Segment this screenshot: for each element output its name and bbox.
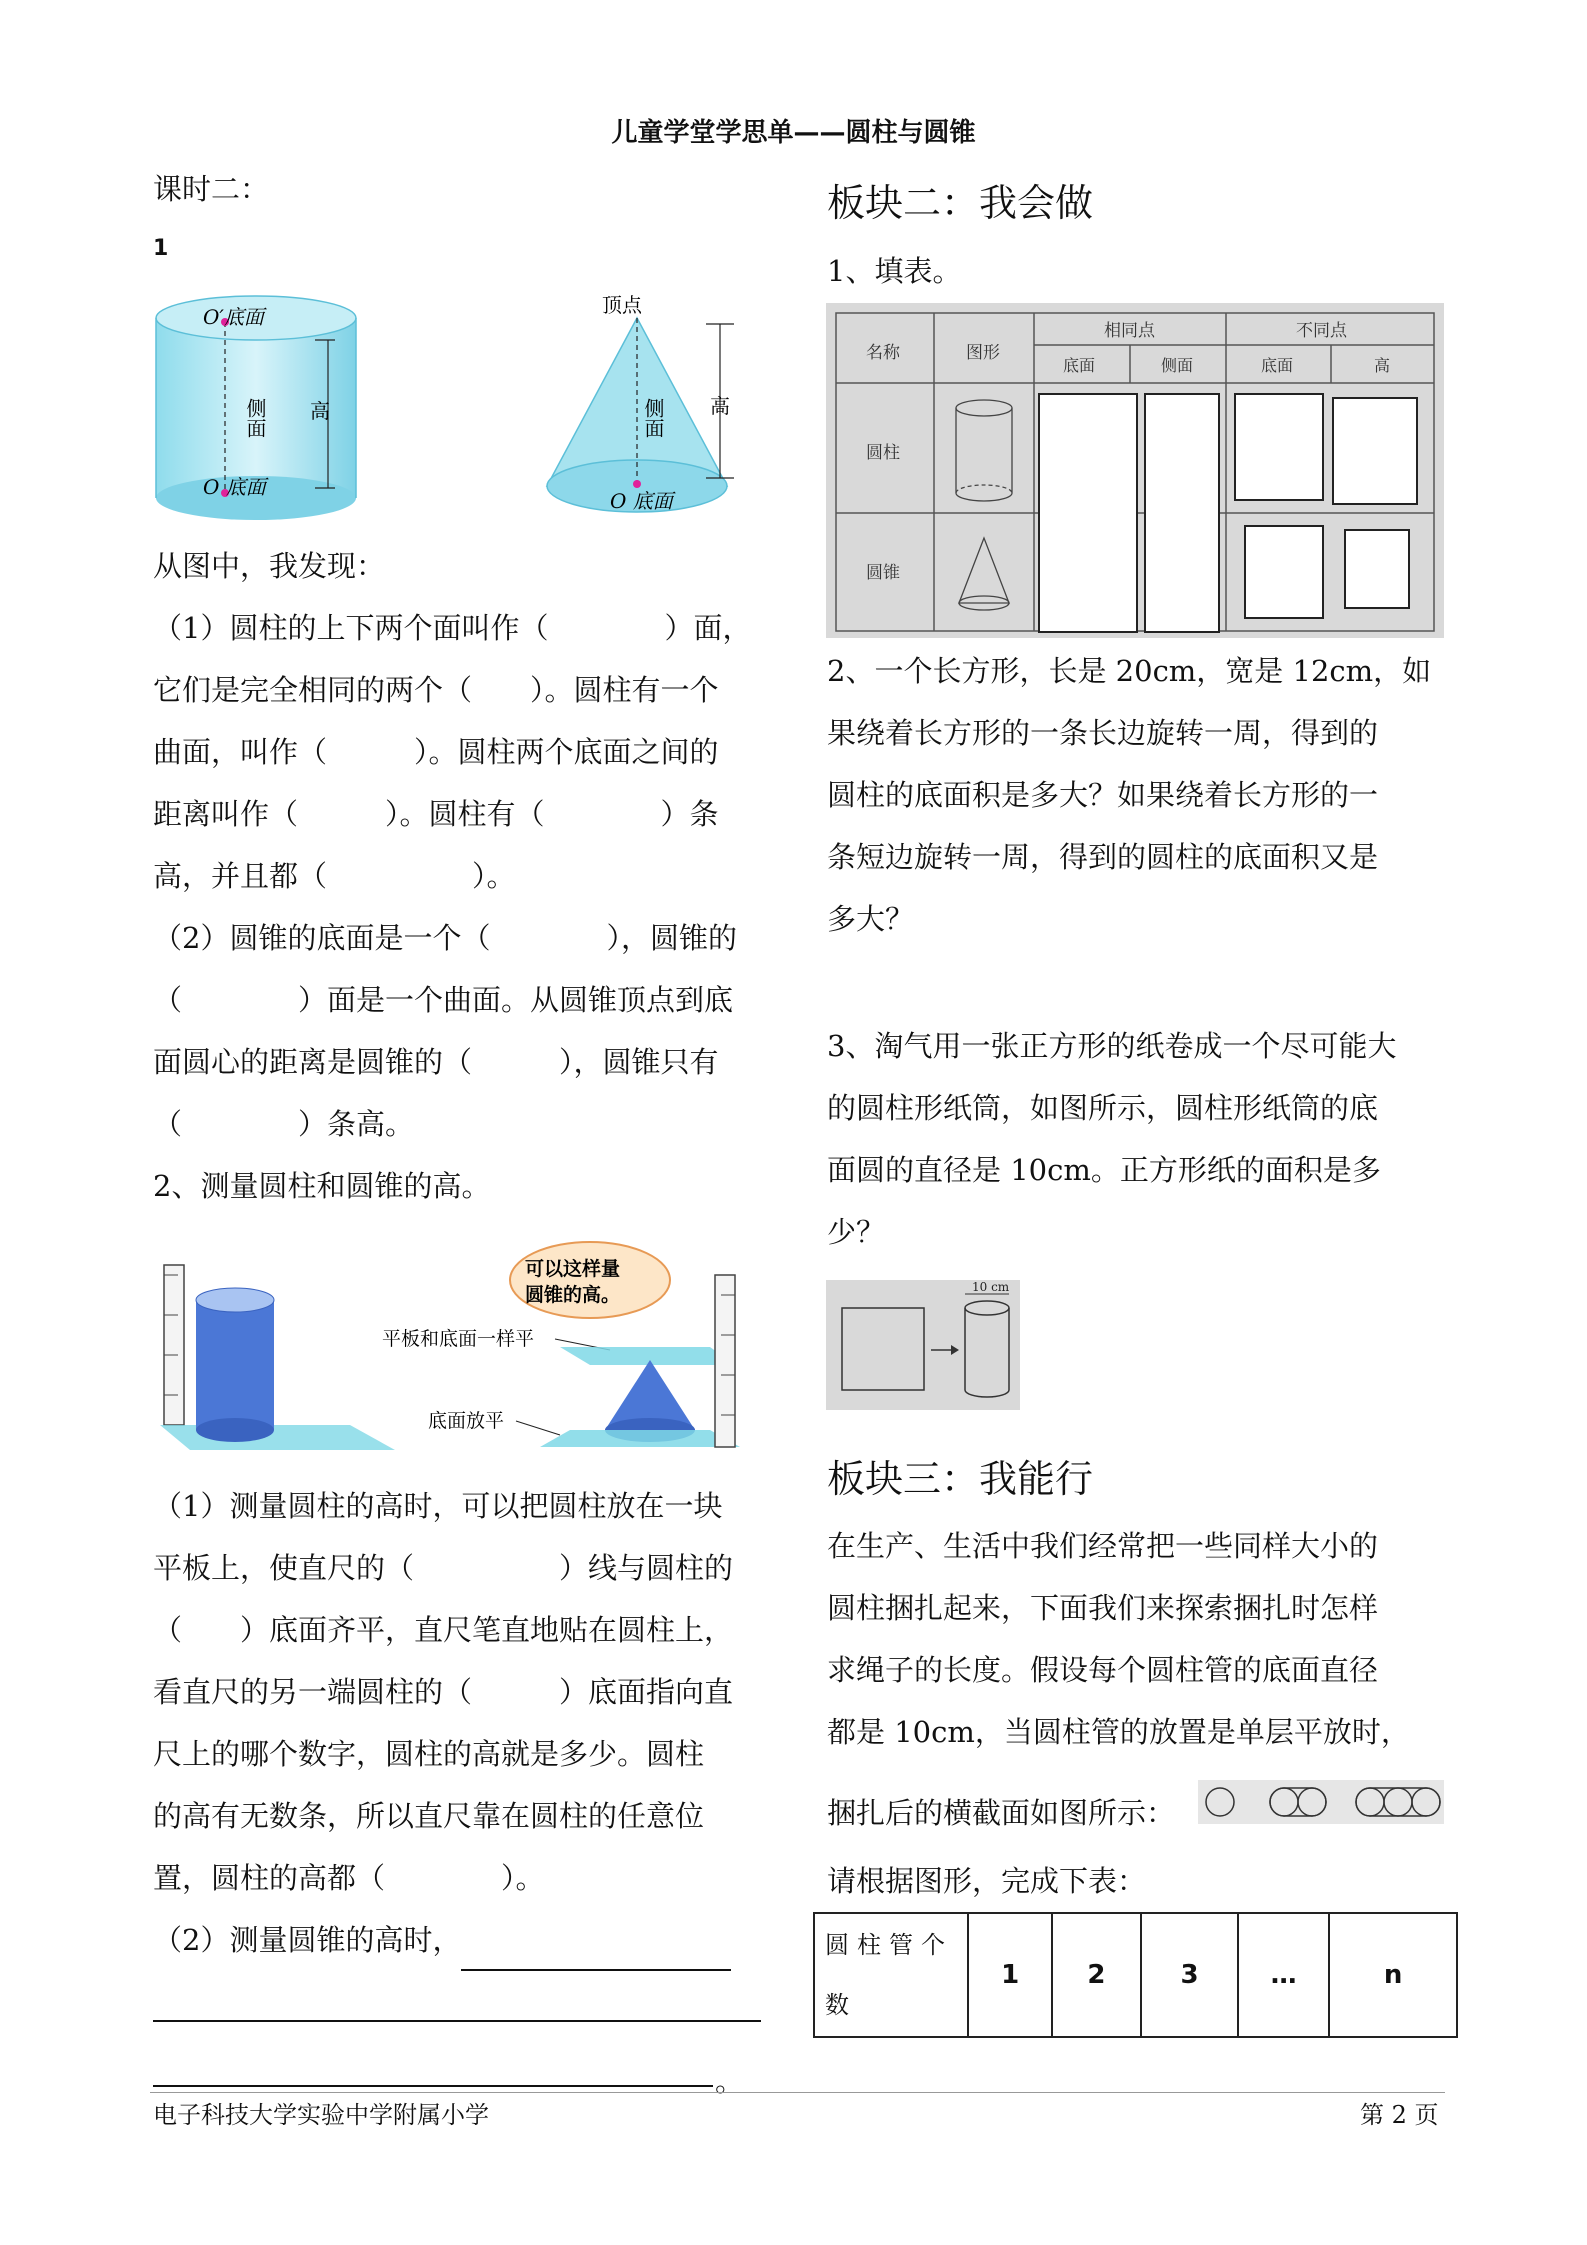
table-col-cell: n [1329,1913,1457,2037]
board-label: 平板和底面一样平 [382,1328,535,1350]
footer-rule [150,2092,1445,2093]
answer-box[interactable] [1244,525,1324,619]
b3-line: 都是 10cm，当圆柱管的放置是单层平放时， [827,1715,1410,1749]
answer-line[interactable] [153,2020,761,2022]
cyl-side-label: 侧面 [243,398,267,438]
rq-line: 多大？ [827,902,915,936]
rect-question-block [827,640,1457,950]
square-to-cylinder-photo [826,1280,1020,1410]
tbl-cone: 圆锥 [866,563,900,583]
q2-2-line: （2）测量圆锥的高时， [153,1909,783,1971]
end-mark: 。 [715,2064,745,2098]
q2-line: （1）测量圆柱的高时，可以把圆柱放在一块 [153,1489,723,1523]
tbl-base2: 底面 [1261,356,1294,375]
tbl-same: 相同点 [1104,321,1155,341]
pq-line: 面圆的直径是 10cm。正方形纸的面积是多 [827,1153,1381,1187]
table-head-cell: 圆柱管个数 [814,1913,968,2037]
answer-box[interactable] [1038,393,1138,633]
tbl-diff: 不同点 [1296,321,1347,341]
fill-table-title: 1、填表。 [827,254,962,288]
diameter-label: 10 cm [972,1280,1010,1294]
footer-page: 第 2 页 [1360,2101,1439,2129]
q2-line: 平板上，使直尺的（ ）线与圆柱的 [153,1551,734,1585]
cone-top-label: 顶点 [602,293,642,317]
pq-line: 少？ [827,1215,886,1249]
q1-line: （2）圆锥的底面是一个（ ），圆锥的 [153,921,737,955]
q1-line: 它们是完全相同的两个（ ）。圆柱有一个 [153,673,719,707]
base-label: 底面放平 [428,1410,505,1432]
cyl-height-label: 高 [310,399,330,423]
answer-line[interactable] [461,1931,731,1971]
tbl-name: 名称 [866,343,900,363]
b3-last-line: 捆扎后的横截面如图所示： [827,1796,1176,1830]
measure-figure [150,1235,772,1460]
table-col-cell: 1 [968,1913,1051,2037]
answer-line[interactable] [153,2085,713,2087]
q1-line: （1）圆柱的上下两个面叫作（ ）面， [153,611,752,645]
q1-line: （ ）条高。 [153,1107,415,1141]
q1-line: 面圆心的距离是圆锥的（ ），圆锥只有 [153,1045,719,1079]
rq-line: 条短边旋转一周，得到的圆柱的底面积又是 [827,840,1379,874]
q2-line: 置，圆柱的高都（ ）。 [153,1861,545,1895]
footer-school: 电子科技大学实验中学附属小学 [153,2101,489,2129]
tbl-base: 底面 [1063,356,1096,375]
b3-line: 求绳子的长度。假设每个圆柱管的底面直径 [827,1653,1379,1687]
cone-height-label: 高 [710,394,730,418]
b3-line: 在生产、生活中我们经常把一些同样大小的 [827,1529,1379,1563]
tbl-side: 侧面 [1161,356,1194,375]
tbl-height: 高 [1374,356,1391,375]
cyl-top-label: O′底面 [203,305,264,329]
question1-block [153,597,783,1217]
table-col-cell: … [1238,1913,1329,2037]
pq-line: 3、淘气用一张正方形的纸卷成一个尽可能大 [827,1029,1397,1063]
table-col-cell: 3 [1141,1913,1238,2037]
page-title: 儿童学堂学思单——圆柱与圆锥 [611,118,976,148]
cyl-bottom-label: O 底面 [203,475,266,499]
q2-line: 看直尺的另一端圆柱的（ ）底面指向直 [153,1675,734,1709]
answer-box[interactable] [1144,393,1220,633]
pq-line: 的圆柱形纸筒，如图所示，圆柱形纸筒的底 [827,1091,1379,1125]
rq-line: 果绕着长方形的一条长边旋转一周，得到的 [827,716,1379,750]
q2-line: 的高有无数条，所以直尺靠在圆柱的任意位 [153,1799,705,1833]
bubble-text: 可以这样量 [525,1258,621,1280]
q1-line: 距离叫作（ ）。圆柱有（ ）条 [153,797,719,831]
block3-text [827,1515,1457,1763]
item-number: 1 [153,236,169,261]
cone-side-label: 侧面 [641,398,665,438]
table-col-cell: 2 [1052,1913,1141,2037]
q1-line: 曲面，叫作（ ）。圆柱两个底面之间的 [153,735,719,769]
b3-instruction: 请根据图形，完成下表： [827,1864,1147,1898]
rope-length-table [813,1912,1458,2038]
lesson-label: 课时二： [153,172,270,206]
answer-box[interactable] [1234,393,1324,501]
rq-line: 2、一个长方形，长是 20cm，宽是 12cm，如 [827,654,1432,688]
block2-heading: 板块二：我会做 [827,181,1094,225]
q1-line: 高，并且都（ ）。 [153,859,516,893]
svg-text:圆锥的高。: 圆锥的高。 [525,1284,621,1306]
paper-question-block [827,1015,1457,1263]
q2-line: （ ）底面齐平，直尺笔直地贴在圆柱上， [153,1613,734,1647]
question2-block [153,1475,783,1971]
cone-bottom-label: O 底面 [610,489,673,513]
tbl-cylinder: 圆柱 [866,443,900,463]
discover-text: 从图中，我发现： [153,549,386,583]
b3-line: 圆柱捆扎起来，下面我们来探索捆扎时怎样 [827,1591,1379,1625]
q1-line: （ ）面是一个曲面。从圆锥顶点到底 [153,983,734,1017]
cylinder-cone-figure [150,288,772,524]
answer-box[interactable] [1332,397,1418,505]
q2-line: 尺上的哪个数字，圆柱的高就是多少。圆柱 [153,1737,705,1771]
comparison-table-photo [826,303,1444,638]
rq-line: 圆柱的底面积是多大？如果绕着长方形的一 [827,778,1379,812]
q2-title: 2、测量圆柱和圆锥的高。 [153,1169,491,1203]
block3-heading: 板块三：我能行 [827,1457,1094,1501]
tbl-figure: 图形 [966,343,1000,363]
circles-cross-section [1198,1780,1444,1824]
answer-box[interactable] [1344,529,1410,609]
